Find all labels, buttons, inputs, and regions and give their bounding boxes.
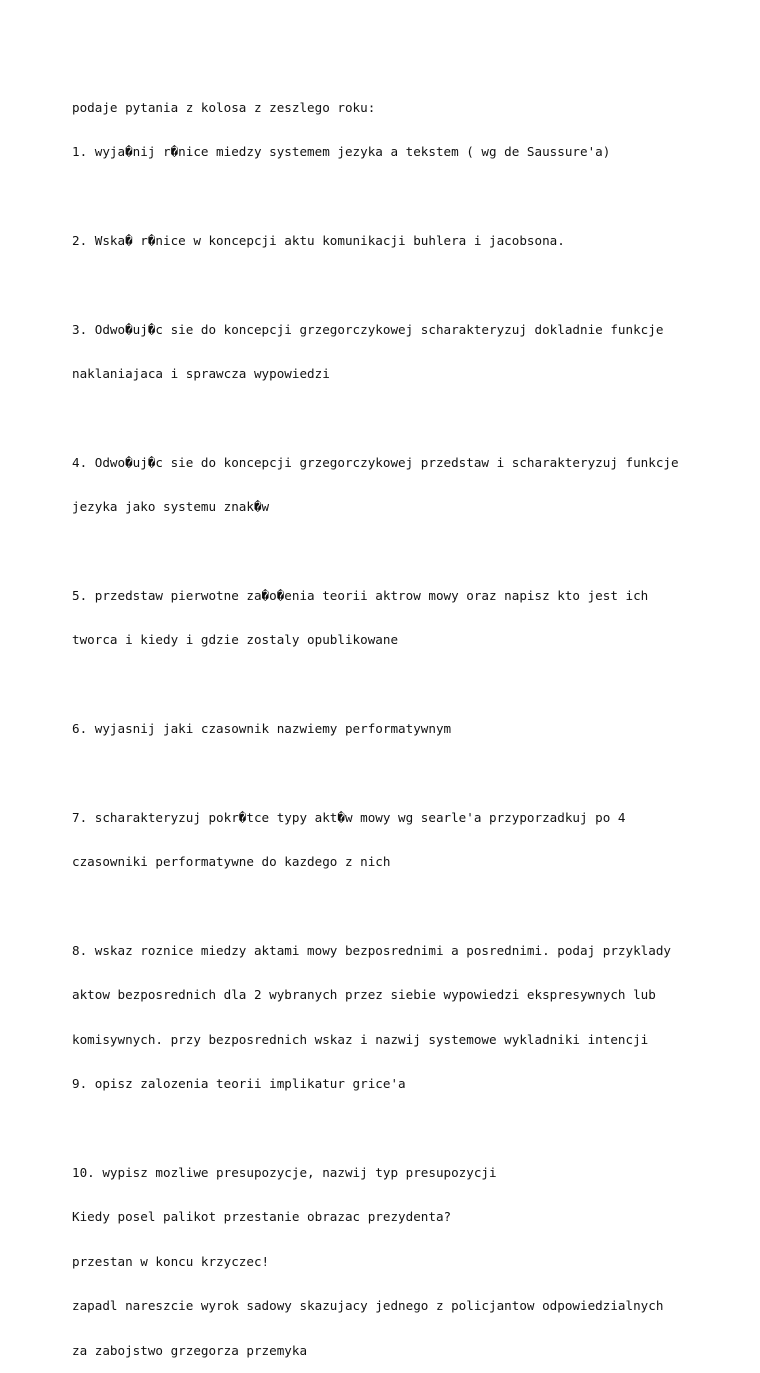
question-9: 9. opisz zalozenia teorii implikatur grice'a xyxy=(72,1076,406,1092)
example-sentence-3-line-2: za zabojstwo grzegorza przemyka xyxy=(72,1342,308,1358)
question-4-line-1: 4. Odwo�uj�c sie do koncepcji grzegorczykowej przedstaw i scharakteryzuj funkcje xyxy=(72,454,679,470)
question-10: 10. wypisz mozliwe presupozycje, nazwij typ presupozycji xyxy=(72,1164,497,1180)
blank-line xyxy=(72,1122,732,1137)
blank-line xyxy=(72,278,732,293)
example-sentence-1: Kiedy posel palikot przestanie obrazac prezydenta? xyxy=(72,1209,452,1225)
question-4-line-2: jezyka jako systemu znak�w xyxy=(72,499,270,515)
question-7-line-1: 7. scharakteryzuj pokr�tce typy akt�w mowy wg searle'a przyporzadkuj po 4 xyxy=(72,809,626,825)
question-8-line-2: aktow bezposrednich dla 2 wybranych przez siebie wypowiedzi ekspresywnych lub xyxy=(72,987,656,1003)
blank-line xyxy=(72,900,732,915)
question-7-line-2: czasowniki performatywne do kazdego z nich xyxy=(72,854,391,870)
intro-line: podaje pytania z kolosa z zeszlego roku: xyxy=(72,99,376,115)
blank-line xyxy=(72,766,732,781)
blank-line xyxy=(72,678,732,693)
question-2: 2. Wska� r�nice w koncepcji aktu komunikacji buhlera i jacobsona. xyxy=(72,232,565,248)
question-6: 6. wyjasnij jaki czasownik nazwiemy performatywnym xyxy=(72,721,452,737)
question-3-line-2: naklaniajaca i sprawcza wypowiedzi xyxy=(72,365,330,381)
blank-line xyxy=(72,411,732,426)
blank-line xyxy=(72,189,732,204)
question-8-line-1: 8. wskaz roznice miedzy aktami mowy bezposrednimi a posrednimi. podaj przyklady xyxy=(72,943,671,959)
question-8-line-3: komisywnych. przy bezposrednich wskaz i nazwij systemowe wykladniki intencji xyxy=(72,1031,649,1047)
question-3-line-1: 3. Odwo�uj�c sie do koncepcji grzegorczykowej scharakteryzuj dokladnie funkcje xyxy=(72,321,664,337)
question-5-line-1: 5. przedstaw pierwotne za�o�enia teorii aktrow mowy oraz napisz kto jest ich xyxy=(72,587,649,603)
question-1: 1. wyja�nij r�nice miedzy systemem jezyka a tekstem ( wg de Saussure'a) xyxy=(72,143,611,159)
blank-line xyxy=(72,545,732,560)
question-5-line-2: tworca i kiedy i gdzie zostaly opublikowane xyxy=(72,632,399,648)
document-text xyxy=(72,71,732,1373)
example-sentence-3-line-1: zapadl nareszcie wyrok sadowy skazujacy jednego z policjantow odpowiedzialnych xyxy=(72,1298,664,1314)
example-sentence-2: przestan w koncu krzyczec! xyxy=(72,1253,270,1269)
